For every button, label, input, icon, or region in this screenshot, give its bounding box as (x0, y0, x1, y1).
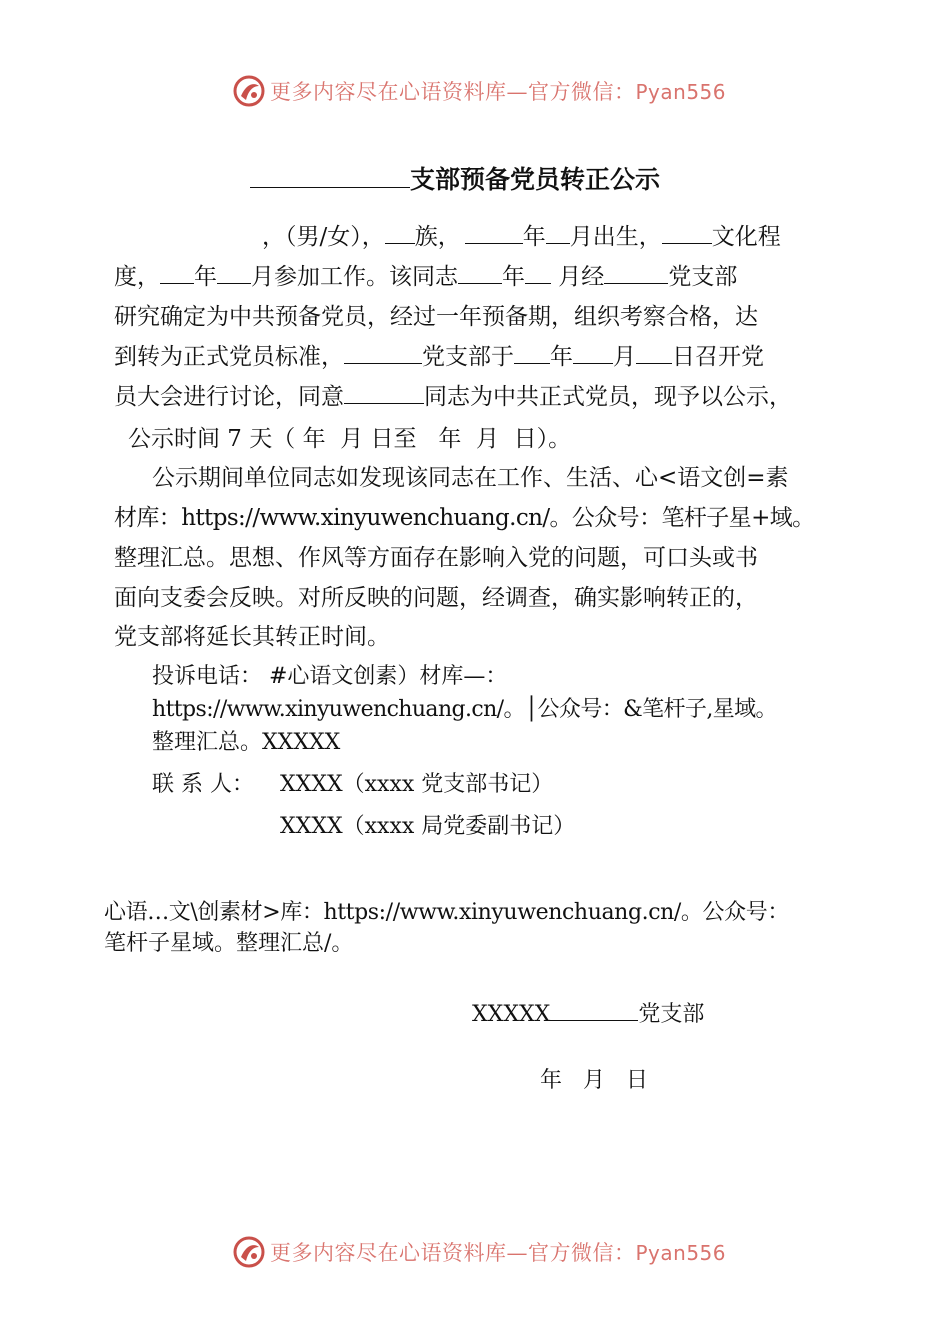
para1-line6: 公示时间 7 天（ 年 月 日至 年 月 日）。 (128, 426, 572, 452)
para2-line1: 公示期间单位同志如发现该同志在工作、生活、心<语文创=素 (152, 465, 789, 491)
para2-line4: 面向支委会反映。对所反映的问题，经调查，确实影响转正的， (114, 585, 758, 611)
para2-line5: 党支部将延长其转正时间。 (114, 624, 390, 650)
contact-line1 (152, 770, 553, 800)
signature-date: 年 月 日 (540, 1068, 648, 1093)
watermark-top (232, 74, 726, 108)
watermark-text: 更多内容尽在心语资料库—官方微信： (270, 80, 636, 104)
complaint-line1: 投诉电话： #心语文创素）材库—： (152, 664, 508, 689)
contact-line2: XXXX（xxxx 局党委副书记） (280, 814, 576, 839)
signature-org: XXXXX 党支部 (472, 1002, 705, 1027)
para1-line2: 度， 年 月参加工作。该同志 年 月经 党支部 (114, 264, 738, 290)
footer-note-line2: 笔杆子星域。整理汇总/。 (104, 931, 354, 956)
title-blank (250, 167, 410, 188)
para1-line5: 员大会进行讨论，同意 同志为中共正式党员，现予以公示， (114, 384, 792, 410)
contact-1: XXXX（xxxx 党支部书记） (280, 772, 554, 797)
footer-note-line1: 心语…文\创素材>库：https://www.xinyuwenchuang.cn/。公众号： (104, 900, 789, 925)
title-text: 支部预备党员转正公示 (410, 165, 661, 194)
watermark-text: 更多内容尽在心语资料库—官方微信： (270, 1241, 636, 1265)
complaint-line3: 整理汇总。XXXXX (152, 730, 341, 755)
logo-icon (232, 74, 266, 108)
para1-line1: ，（男/女）， 族， 年 月出生， 文化程 (262, 224, 781, 250)
contacts-label: 联 系 人： (152, 772, 254, 797)
watermark-wechat-id: Pyan556 (635, 80, 727, 104)
para1-line4: 到转为正式党员标准， 党支部于 年 月 日召开党 (114, 344, 764, 370)
complaint-line2: https://www.xinyuwenchuang.cn/。│公众号：&笔杆子,星域。 (152, 697, 777, 722)
watermark-wechat-id: Pyan556 (635, 1241, 727, 1265)
para2-line2: 材库：https://www.xinyuwenchuang.cn/。公众号：笔杆子星+域。 (114, 505, 815, 531)
para2-line3: 整理汇总。思想、作风等方面存在影响入党的问题，可口头或书 (114, 545, 758, 571)
logo-icon (232, 1235, 266, 1269)
watermark-bottom (232, 1235, 726, 1269)
page-title (250, 160, 660, 196)
para1-line3: 研究确定为中共预备党员，经过一年预备期，组织考察合格，达 (114, 304, 758, 330)
